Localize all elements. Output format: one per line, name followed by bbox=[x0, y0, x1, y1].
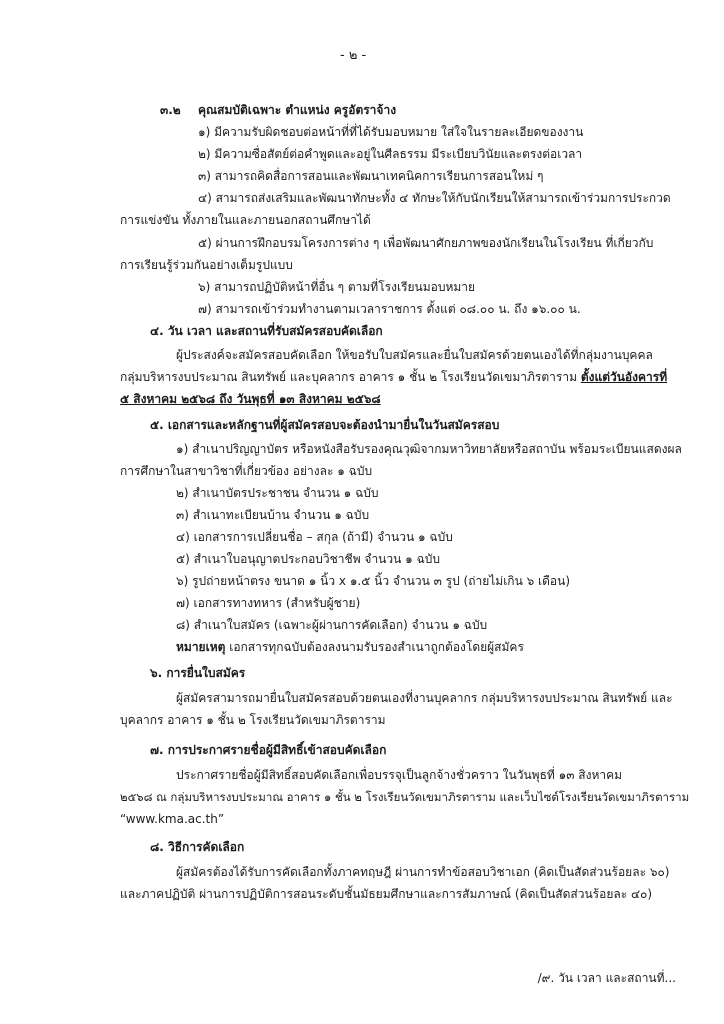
section-6-paragraph: บุคลากร อาคาร ๑ ชั้น ๒ โรงเรียนวัดเขมาภิรตาราม bbox=[120, 713, 386, 727]
section-8-paragraph: ผู้สมัครต้องได้รับการคัดเลือกทั้งภาคทฤษฎี ผ่านการทำข้อสอบวิชาเอก (คิดเป็นสัดส่วนร้อยละ ๖๐) bbox=[176, 865, 670, 879]
section-5-note bbox=[176, 639, 524, 655]
section-7-paragraph: ๒๕๖๘ ณ กลุ่มบริหารงบประมาณ อาคาร ๑ ชั้น ๒ โรงเรียนวัดเขมาภิรตาราม และเว็บไซต์โรงเรียนวัดเขมาภิรตาราม bbox=[120, 790, 690, 804]
note-label: หมายเหตุ bbox=[176, 640, 226, 654]
section-8-paragraph: และภาคปฏิบัติ ผ่านการปฏิบัติการสอนระดับชั้นมัธยมศึกษาและการสัมภาษณ์ (คิดเป็นสัดส่วนร้อยละ ๔๐) bbox=[120, 887, 653, 901]
list-item: ๕) ผ่านการฝึกอบรมโครงการต่าง ๆ เพื่อพัฒนาศักยภาพของนักเรียนในโรงเรียน ที่เกี่ยวกับ bbox=[198, 236, 654, 250]
list-item: ๔) เอกสารการเปลี่ยนชื่อ – สกุล (ถ้ามี) จำนวน ๑ ฉบับ bbox=[176, 530, 453, 544]
section-4-paragraph bbox=[120, 369, 667, 385]
section-7-paragraph: ประกาศรายชื่อผู้มีสิทธิ์สอบคัดเลือกเพื่อบรรจุเป็นลูกจ้างชั่วคราว ในวันพุธที่ ๑๓ สิงหาคม bbox=[176, 768, 623, 782]
application-period: ๕ สิงหาคม ๒๕๖๘ ถึง วันพุธที่ ๑๓ สิงหาคม ๒๕๖๘ bbox=[120, 392, 381, 406]
section-8-title: ๘. วิธีการคัดเลือก bbox=[150, 840, 245, 854]
list-item-continuation: การแข่งขัน ทั้งภายในและภายนอกสถานศึกษาได้ bbox=[120, 213, 371, 227]
list-item: ๗) สามารถเข้าร่วมทำงานตามเวลาราชการ ตั้งแต่ ๐๘.๐๐ น. ถึง ๑๖.๐๐ น. bbox=[198, 302, 581, 316]
section-7-title: ๗. การประกาศรายชื่อผู้มีสิทธิ์เข้าสอบคัดเลือก bbox=[150, 743, 387, 757]
list-item: ๖) สามารถปฏิบัติหน้าที่อื่น ๆ ตามที่โรงเรียนมอบหมาย bbox=[198, 280, 476, 294]
list-item: ๑) สำเนาปริญญาบัตร หรือหนังสือรับรองคุณวุฒิจากมหาวิทยาลัยหรือสถาบัน พร้อมระเบียนแสดงผล bbox=[176, 442, 682, 456]
section-4-location: กลุ่มบริหารงบประมาณ สินทรัพย์ และบุคลากร อาคาร ๑ ชั้น ๒ โรงเรียนวัดเขมาภิรตาราม bbox=[120, 370, 581, 384]
list-item: ๖) รูปถ่ายหน้าตรง ขนาด ๑ นิ้ว x ๑.๕ นิ้ว จำนวน ๓ รูป (ถ่ายไม่เกิน ๖ เดือน) bbox=[176, 574, 571, 588]
list-item: ๓) สำเนาทะเบียนบ้าน จำนวน ๑ ฉบับ bbox=[176, 508, 370, 522]
list-item-continuation: การศึกษาในสาขาวิชาที่เกี่ยวข้อง อย่างละ ๑ ฉบับ bbox=[120, 464, 373, 478]
section-3-2-title: คุณสมบัติเฉพาะ ตำแหน่ง ครูอัตราจ้าง bbox=[198, 103, 397, 117]
section-3-2-number: ๓.๒ bbox=[160, 103, 181, 117]
section-6-title: ๖. การยื่นใบสมัคร bbox=[150, 666, 246, 680]
list-item: ๑) มีความรับผิดชอบต่อหน้าที่ที่ได้รับมอบหมาย ใส่ใจในรายละเอียดของงาน bbox=[198, 125, 584, 139]
list-item: ๕) สำเนาใบอนุญาตประกอบวิชาชีพ จำนวน ๑ ฉบับ bbox=[176, 552, 440, 566]
list-item: ๔) สามารถส่งเสริมและพัฒนาทักษะทั้ง ๔ ทักษะให้กับนักเรียนให้สามารถเข้าร่วมการประกวด bbox=[198, 191, 671, 205]
list-item: ๒) มีความซื่อสัตย์ต่อคำพูดและอยู่ในศีลธรรม มีระเบียบวินัยและตรงต่อเวลา bbox=[198, 147, 583, 161]
section-4-title: ๔. วัน เวลา และสถานที่รับสมัครสอบคัดเลือก bbox=[150, 324, 383, 338]
section-5-title: ๕. เอกสารและหลักฐานที่ผู้สมัครสอบจะต้องนำมายื่นในวันสมัครสอบ bbox=[150, 418, 500, 432]
list-item: ๘) สำเนาใบสมัคร (เฉพาะผู้ผ่านการคัดเลือก) จำนวน ๑ ฉบับ bbox=[176, 618, 488, 632]
application-start-date: ตั้งแต่วันอังคารที่ bbox=[580, 370, 668, 384]
list-item: ๗) เอกสารทางทหาร (สำหรับผู้ชาย) bbox=[176, 596, 361, 610]
section-6-paragraph: ผู้สมัครสามารถมายื่นใบสมัครสอบด้วยตนเองที่งานบุคลากร กลุ่มบริหารงบประมาณ สินทรัพย์ และ bbox=[176, 691, 673, 705]
website-address: “www.kma.ac.th” bbox=[120, 812, 225, 826]
list-item-continuation: การเรียนรู้ร่วมกันอย่างเต็มรูปแบบ bbox=[120, 258, 293, 272]
note-text: เอกสารทุกฉบับต้องลงนามรับรองสำเนาถูกต้องโดยผู้สมัคร bbox=[225, 640, 524, 654]
continuation-footer: /๙. วัน เวลา และสถานที่... bbox=[537, 971, 676, 985]
section-4-paragraph: ผู้ประสงค์จะสมัครสอบคัดเลือก ให้ขอรับใบสมัครและยื่นใบสมัครด้วยตนเองได้ที่กลุ่มงานบุคคล bbox=[176, 348, 653, 362]
list-item: ๓) สามารถคิดสื่อการสอนและพัฒนาเทคนิคการเรียนการสอนใหม่ ๆ bbox=[198, 169, 544, 183]
page-number: - ๒ - bbox=[340, 48, 367, 63]
list-item: ๒) สำเนาบัตรประชาชน จำนวน ๑ ฉบับ bbox=[176, 486, 379, 500]
